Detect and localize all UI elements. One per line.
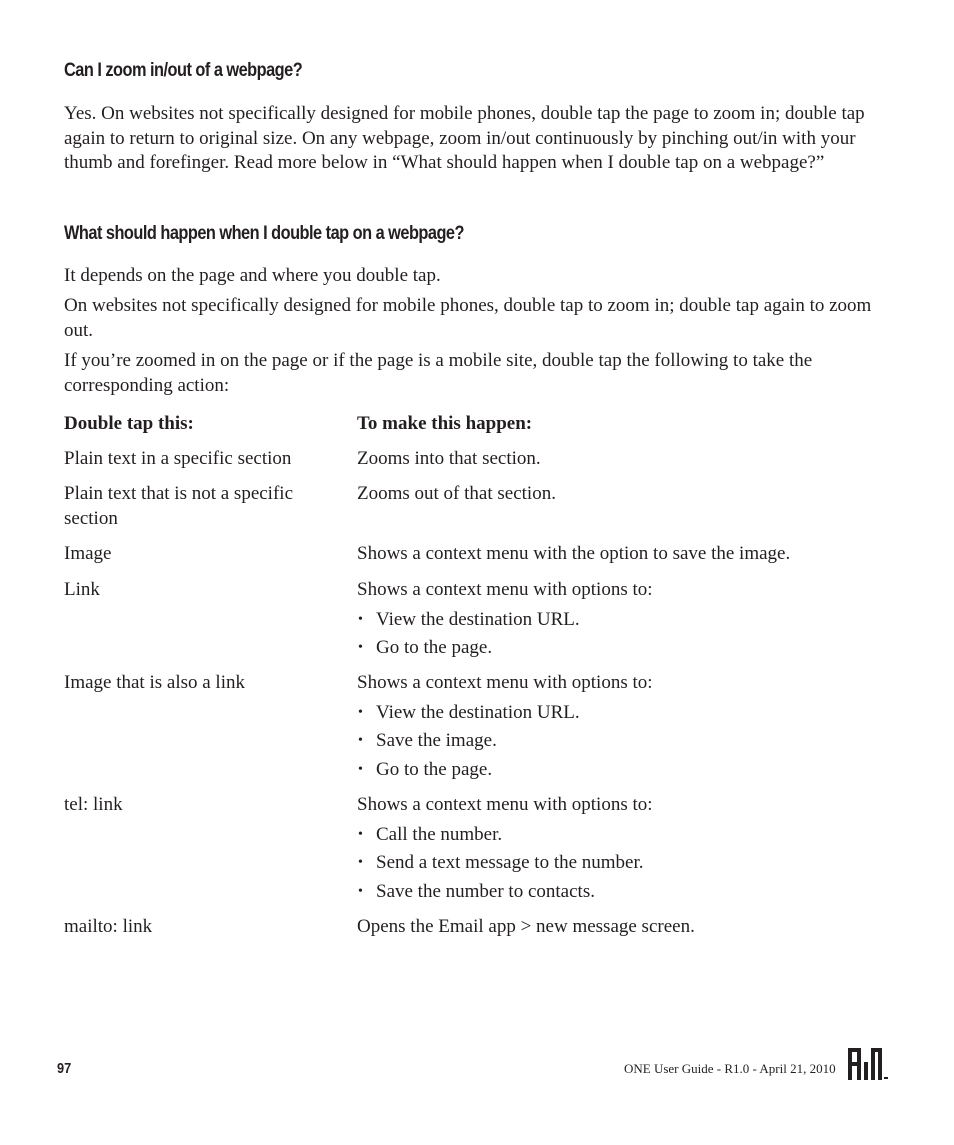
double-tap-paragraph-3: If you’re zoomed in on the page or if the page is a mobile site, double tap the following to take the corresponding action: bbox=[64, 350, 813, 396]
row-action: Zooms out of that section. bbox=[357, 483, 556, 504]
list-item: • View the destination URL. bbox=[357, 701, 887, 726]
option-list bbox=[357, 608, 887, 661]
double-tap-paragraph-2: On websites not specifically designed for mobile phones, double tap to zoom in; double tap again to zoom out. bbox=[64, 295, 872, 341]
document-title: ONE User Guide - R1.0 - April 21, 2010 bbox=[624, 1061, 836, 1076]
list-item: • Go to the page. bbox=[357, 758, 887, 783]
row-action: Shows a context menu with options to: bbox=[357, 579, 653, 600]
row-target: Plain text that is not a specific section bbox=[64, 483, 294, 529]
row-target: Image that is also a link bbox=[64, 672, 245, 693]
row-action-cell bbox=[357, 793, 887, 908]
table-header-action: To make this happen: bbox=[357, 413, 533, 434]
row-target: Link bbox=[64, 579, 100, 600]
row-action: Shows a context menu with options to: bbox=[357, 794, 653, 815]
list-item: • Save the image. bbox=[357, 729, 887, 754]
table-header-target: Double tap this: bbox=[64, 413, 194, 434]
list-item: • View the destination URL. bbox=[357, 608, 887, 633]
option-list bbox=[357, 823, 887, 905]
list-item: • Send a text message to the number. bbox=[357, 851, 887, 876]
row-target: tel: link bbox=[64, 794, 123, 815]
option-list bbox=[357, 701, 887, 783]
row-action-cell bbox=[357, 671, 887, 786]
kin-logo-icon bbox=[846, 1046, 890, 1082]
row-action-cell bbox=[357, 578, 887, 665]
row-action: Shows a context menu with the option to save the image. bbox=[357, 543, 791, 564]
zoom-paragraph: Yes. On websites not specifically designed for mobile phones, double tap the page to zoom in; double tap again to return to original size. On any webpage, zoom in/out continuously by pinching out/in with your thumb and forefinger. Read more below in “What should happen when I double tap on a webpage?” bbox=[64, 103, 865, 173]
row-target: Plain text in a specific section bbox=[64, 448, 292, 469]
row-action: Opens the Email app > new message screen. bbox=[357, 916, 695, 937]
row-action: Shows a context menu with options to: bbox=[357, 672, 653, 693]
double-tap-paragraph-1: It depends on the page and where you double tap. bbox=[64, 265, 441, 286]
section-heading-zoom: Can I zoom in/out of a webpage? bbox=[64, 60, 303, 81]
row-action: Zooms into that section. bbox=[357, 448, 541, 469]
list-item: • Save the number to contacts. bbox=[357, 880, 887, 905]
page-number: 97 bbox=[57, 1060, 72, 1077]
list-item: • Go to the page. bbox=[357, 636, 887, 661]
row-target: Image bbox=[64, 543, 112, 564]
section-heading-double-tap: What should happen when I double tap on a webpage? bbox=[64, 223, 464, 244]
row-target: mailto: link bbox=[64, 916, 153, 937]
list-item: • Call the number. bbox=[357, 823, 887, 848]
